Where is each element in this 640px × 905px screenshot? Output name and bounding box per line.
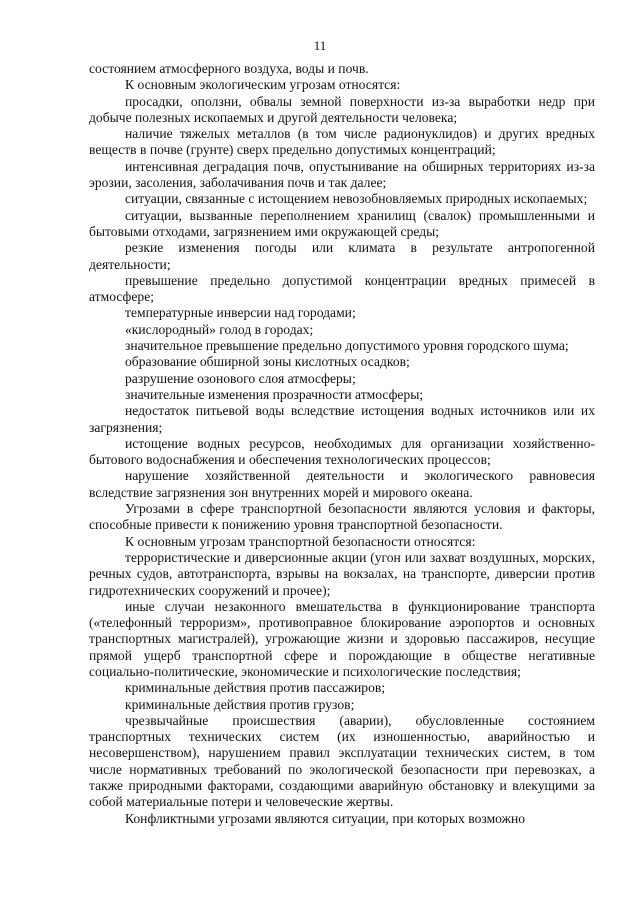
list-item: ситуации, вызванные переполнением хранилищ (свалок) промышленными и бытовыми отходами, загрязнением ими окружающей среды; xyxy=(89,207,595,239)
list-item: истощение водных ресурсов, необходимых для организации хозяйственно-бытового водоснабжения и обеспечения технологических процессов; xyxy=(89,435,595,468)
paragraph-transport-threats-definition: Угрозами в сфере транспортной безопасности являются условия и факторы, способные привести к понижению уровня транспортной безопасности. xyxy=(89,501,595,533)
document-body xyxy=(89,61,595,827)
paragraph-eco-threats-intro: К основным экологическим угрозам относятся: xyxy=(125,77,401,93)
list-item: температурные инверсии над городами; xyxy=(125,305,356,321)
list-item: значительное превышение предельно допустимого уровня городского шума; xyxy=(125,338,569,354)
list-item: иные случаи незаконного вмешательства в функционирование транспорта («телефонный терроризм», противоправное блокирование аэропортов и основных транспортных магистралей), угрожающие жизни и здоровью пассажиров, несущие прямой ущерб транспортной сфере и порождающие в обществе негативные социально-политические, экономические и психологические последствия; xyxy=(89,598,595,679)
list-item: разрушение озонового слоя атмосферы; xyxy=(125,370,356,386)
list-item: террористические и диверсионные акции (угон или захват воздушных, морских, речных судов, автотранспорта, взрывы на вокзалах, на транспорте, диверсии против гидротехнических сооружений и прочее); xyxy=(89,549,595,598)
list-item: чрезвычайные происшествия (аварии), обусловленные состоянием транспортных технических систем (их изношенностью, аварийностью и несовершенством), нарушением правил эксплуатации технических систем, в том числе нормативных требований по экологической безопасности при перевозках, а также природными факторами, создающими аварийную обстановку и влекущими за собой материальные потери и человеческие жертвы. xyxy=(89,712,595,810)
list-item: превышение предельно допустимой концентрации вредных примесей в атмосфере; xyxy=(89,272,595,305)
page-number: 11 xyxy=(313,38,327,53)
list-item: ситуации, связанные с истощением невозобновляемых природных ископаемых; xyxy=(125,191,588,207)
list-item: резкие изменения погоды или климата в результате антропогенной деятельности; xyxy=(89,240,595,272)
list-item: криминальные действия против пассажиров; xyxy=(125,680,386,696)
list-item: значительные изменения прозрачности атмосферы; xyxy=(125,386,424,402)
list-item: недостаток питьевой воды вследствие истощения водных источников или их загрязнения; xyxy=(89,403,595,435)
list-item: нарушение хозяйственной деятельности и экологического равновесия вследствие загрязнения зон внутренних морей и мирового океана. xyxy=(89,468,595,500)
paragraph-conflict-threats: Конфликтными угрозами являются ситуации, при которых возможно xyxy=(125,810,526,826)
list-item: интенсивная деградация почв, опустынивание на обширных территориях из-за эрозии, засоления, заболачивания почв и так далее; xyxy=(89,158,595,191)
list-item: криминальные действия против грузов; xyxy=(125,696,355,712)
paragraph-continuation: состоянием атмосферного воздуха, воды и почв. xyxy=(89,61,369,76)
list-item: просадки, оползни, обвалы земной поверхности из-за выработки недр при добыче полезных ископаемых и другой деятельности человека; xyxy=(89,93,595,125)
list-item: «кислородный» голод в городах; xyxy=(125,321,314,337)
list-item: образование обширной зоны кислотных осадков; xyxy=(125,354,410,370)
paragraph-transport-threats-intro: К основным угрозам транспортной безопасности относятся: xyxy=(125,533,476,549)
list-item: наличие тяжелых металлов (в том числе радионуклидов) и других вредных веществ в почве (грунте) сверх предельно допустимых концентраций; xyxy=(89,126,595,158)
